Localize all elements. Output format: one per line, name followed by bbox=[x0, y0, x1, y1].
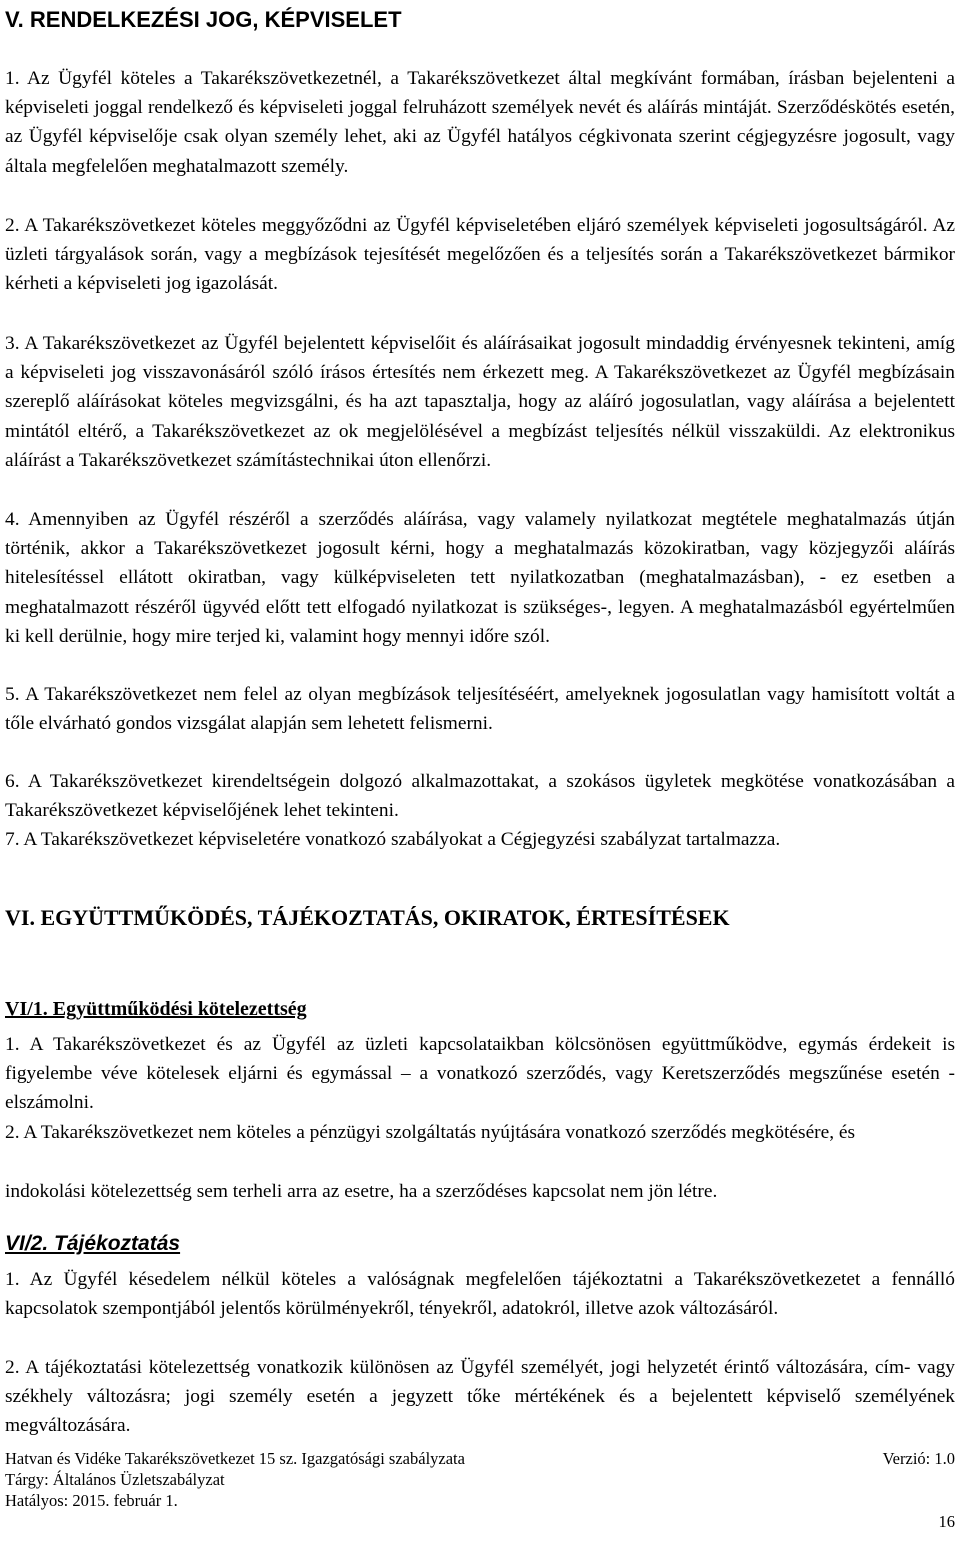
section-5-paragraph-2: 2. A Takarékszövetkezet köteles meggyőződni az Ügyfél képviseletében eljáró személyek képviseleti jogosultságáról. Az üzleti tárgyalások során, vagy a megbízások tejesítését megelőzően és a teljesítés során a Takarékszövetkezet bármikor kérheti a képviseleti jog igazolását. bbox=[5, 215, 955, 295]
section-5-paragraph-1: 1. Az Ügyfél köteles a Takarékszövetkezetnél, a Takarékszövetkezet által megkívánt formában, írásban bejelenteni a képviseleti joggal rendelkező és képviseleti joggal felruházott személyek nevét és aláírás mintáját. Szerződéskötés esetén, az Ügyfél képviselője csak olyan személy lehet, aki az Ügyfél hatályos cégkivonata szerint cégjegyzésre jogosult, vagy általa megfelelően meghatalmazott személy. bbox=[5, 68, 955, 177]
footer-version: Verzió: 1.0 bbox=[882, 1449, 955, 1468]
page-footer bbox=[5, 1448, 955, 1511]
section-6-1-paragraph-2a: 2. A Takarékszövetkezet nem köteles a pénzügyi szolgáltatás nyújtására vonatkozó szerződés megkötésére, és bbox=[5, 1122, 856, 1143]
section-5-title: V. RENDELKEZÉSI JOG, KÉPVISELET bbox=[5, 7, 402, 32]
section-5-paragraph-7: 7. A Takarékszövetkezet képviseletére vonatkozó szabályokat a Cégjegyzési szabályzat tartalmazza. bbox=[5, 829, 781, 850]
section-6-2-title: VI/2. Tájékoztatás bbox=[5, 1232, 181, 1255]
section-6-2-paragraph-1: 1. Az Ügyfél késedelem nélkül köteles a valóságnak megfelelően tájékoztatni a Takarékszövetkezetet a fennálló kapcsolatok szempontjából jelentős körülményekről, tényekről, adatokról, illetve azok változásáról. bbox=[5, 1269, 955, 1320]
footer-subject: Tárgy: Általános Üzletszabályzat bbox=[5, 1470, 225, 1489]
section-5-paragraph-5: 5. A Takarékszövetkezet nem felel az olyan megbízások teljesítéséért, amelyeknek jogosulatlan vagy hamisított voltát a tőle elvárható gondos vizsgálat alapján sem lehetett felismerni. bbox=[5, 684, 955, 735]
section-6-1-paragraph-1: 1. A Takarékszövetkezet és az Ügyfél az üzleti kapcsolataikban kölcsönösen együttműködve, egymás érdekeit is figyelembe véve kötelesek eljárni és egymással – a vonatkozó szerződés, vagy Keretszerződés megszűnése esetén - elszámolni. bbox=[5, 1034, 955, 1114]
section-5-paragraph-3: 3. A Takarékszövetkezet az Ügyfél bejelentett képviselőit és aláírásaikat jogosult mindaddig érvényesnek tekinteni, amíg a képviseleti jog visszavonásáról szóló írásos értesítés nem érkezett meg. A Takarékszövetkezet az Ügyfél megbízásain szereplő aláírásokat köteles megvizsgálni, és ha azt tapasztalja, hogy az aláíró jogosulatlan, vagy aláírása a bejelentett mintától eltérő, a Takarékszövetkezet az ok megjelölésével a megbízást teljesítés nélkül visszaküldi. Az elektronikus aláírást a Takarékszövetkezet számítástechnikai úton ellenőrzi. bbox=[5, 333, 955, 471]
page-number: 16 bbox=[938, 1512, 955, 1531]
section-5-paragraph-6: 6. A Takarékszövetkezet kirendeltségein dolgozó alkalmazottakat, a szokásos ügyletek megkötése vonatkozásában a Takarékszövetkezet képviselőjének lehet tekinteni. bbox=[5, 771, 955, 822]
section-6-title: VI. EGYÜTTMŰKÖDÉS, TÁJÉKOZTATÁS, OKIRATOK, ÉRTESÍTÉSEK bbox=[5, 905, 730, 930]
section-6-1-paragraph-2b: indokolási kötelezettség sem terheli arra az esetre, ha a szerződéses kapcsolat nem jön létre. bbox=[5, 1181, 718, 1202]
section-5-paragraph-4: 4. Amennyiben az Ügyfél részéről a szerződés aláírása, vagy valamely nyilatkozat megtétele meghatalmazás útján történik, akkor a Takarékszövetkezet jogosult kérni, hogy a meghatalmazás közokiratban, vagy közjegyzői aláírás hitelesítéssel ellátott okiratban, vagy külképviseleten tett nyilatkozatban (meghatalmazásban), - ez esetben a meghatalmazott részéről ügyvéd előtt tett elfogadó nyilatkozat is szükséges-, legyen. A meghatalmazásból egyértelműen ki kell derülnie, hogy mire terjed ki, valamint hogy mennyi időre szól. bbox=[5, 509, 955, 647]
section-6-2-paragraph-2: 2. A tájékoztatási kötelezettség vonatkozik különösen az Ügyfél személyét, jogi helyzetét érintő változására, cím- vagy székhely változásra; jogi személy esetén a jegyzett tőke mértékének és a bejelentett képviselő személyének megváltozására. bbox=[5, 1357, 955, 1437]
footer-effective-date: Hatályos: 2015. február 1. bbox=[5, 1491, 178, 1510]
section-6-1-title: VI/1. Együttműködési kötelezettség bbox=[5, 998, 307, 1020]
footer-regulation-title: Hatvan és Vidéke Takarékszövetkezet 15 sz. Igazgatósági szabályzata bbox=[5, 1449, 465, 1468]
